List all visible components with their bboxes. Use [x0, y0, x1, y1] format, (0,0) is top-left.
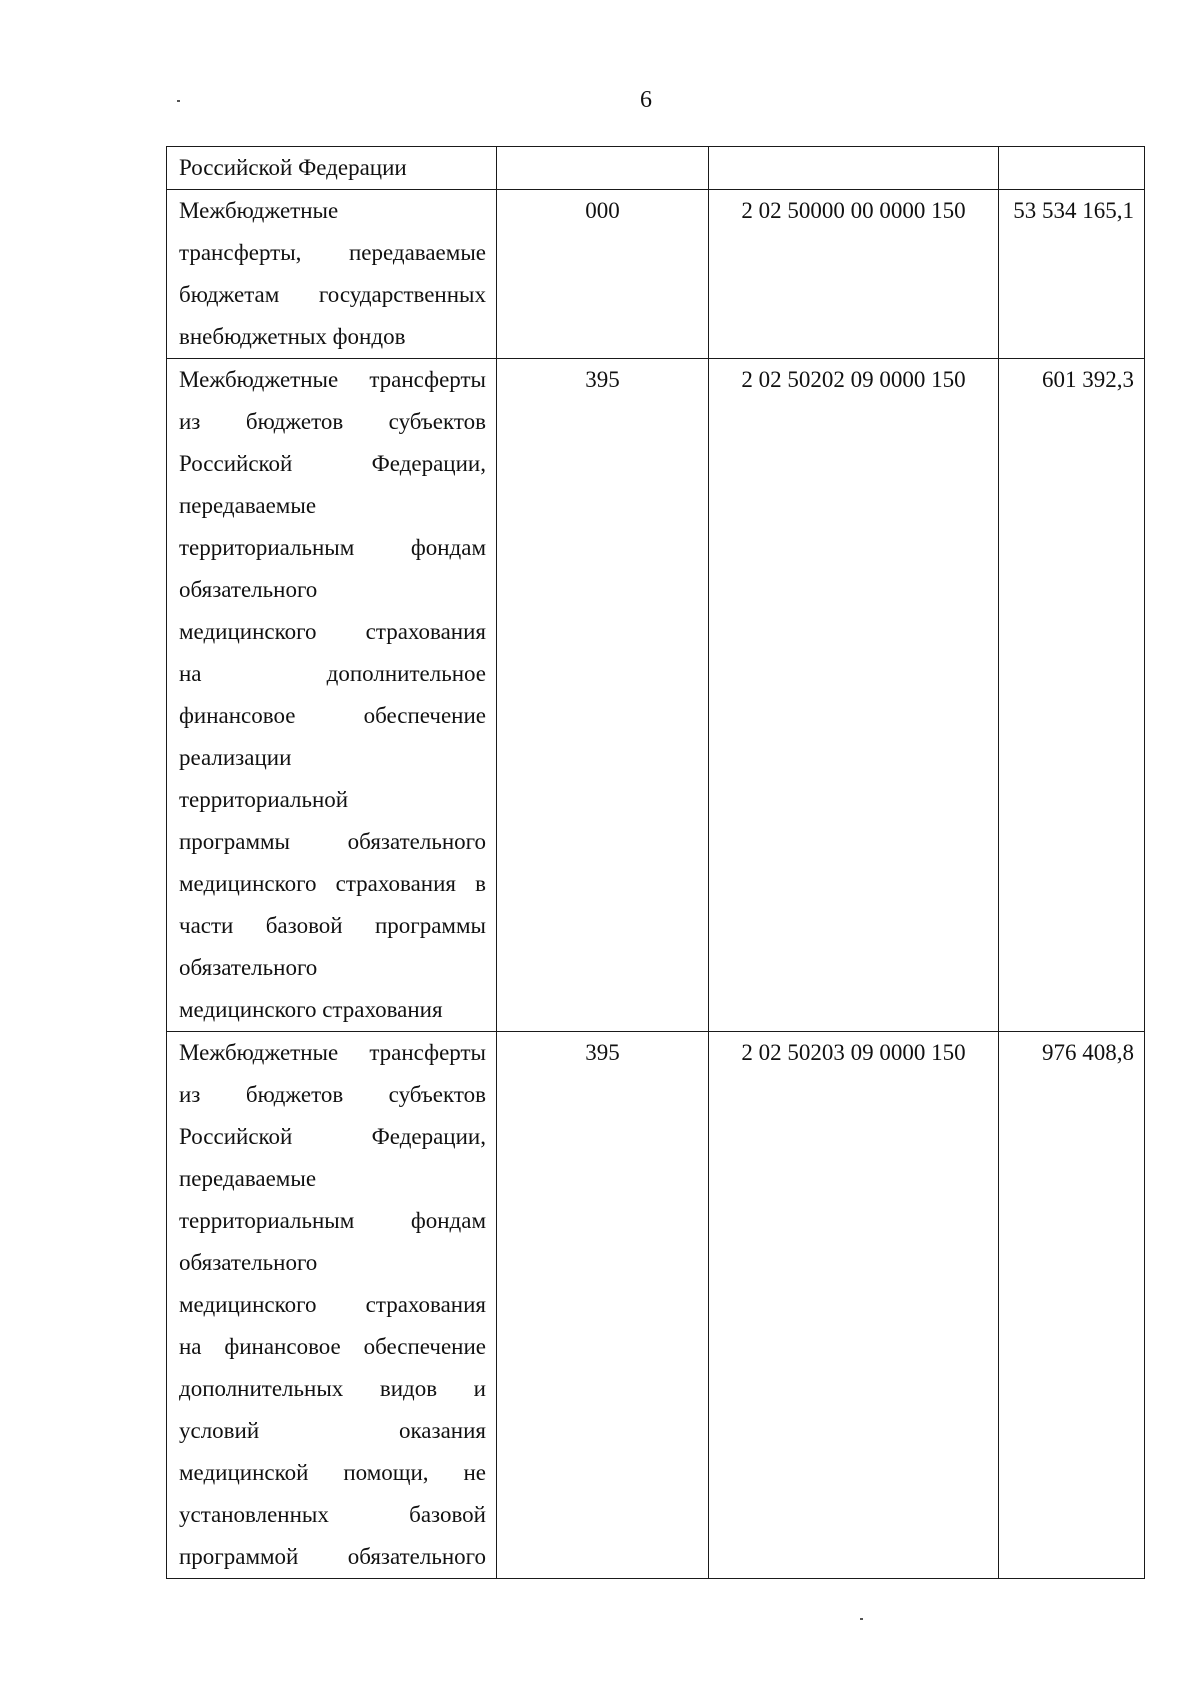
cell-admin-code: 395 [497, 1032, 709, 1579]
cell-admin-code: 000 [497, 190, 709, 359]
revenue-name-line: дополнительных видов и [179, 1376, 486, 1401]
revenue-name-line: программой обязательного [179, 1544, 486, 1569]
table-row [167, 1032, 1145, 1579]
revenue-name-line: условий оказания [179, 1418, 486, 1443]
revenue-name-line: на финансовое обеспечение [179, 1334, 486, 1359]
revenue-name-line: Межбюджетные [179, 198, 339, 223]
page-number: 6 [640, 87, 652, 113]
revenue-name-line: на дополнительное [179, 661, 486, 686]
cell-revenue-name [167, 190, 497, 359]
cell-budget-code: 2 02 50203 09 0000 150 [709, 1032, 999, 1579]
cell-revenue-name [167, 359, 497, 1032]
table-row [167, 359, 1145, 1032]
cell-amount [999, 147, 1145, 190]
cell-revenue-name [167, 147, 497, 190]
revenue-name-line: обязательного [179, 577, 318, 602]
revenue-name-line: медицинской помощи, не [179, 1460, 486, 1485]
revenue-name-line: реализации [179, 745, 292, 770]
cell-budget-code: 2 02 50202 09 0000 150 [709, 359, 999, 1032]
revenue-name-line: внебюджетных фондов [179, 324, 406, 349]
revenue-name-line: финансовое обеспечение [179, 703, 486, 728]
revenue-name-line: медицинского страхования [179, 1292, 486, 1317]
table-row [167, 190, 1145, 359]
revenue-name-line: Российской Федерации, [179, 1124, 486, 1149]
revenue-name-line: Российской Федерации, [179, 451, 486, 476]
scan-speck [177, 100, 180, 102]
cell-amount: 601 392,3 [999, 359, 1145, 1032]
revenue-name-line: территориальной [179, 787, 349, 812]
cell-revenue-name [167, 1032, 497, 1579]
cell-amount: 976 408,8 [999, 1032, 1145, 1579]
revenue-name-line: медицинского страхования [179, 997, 443, 1022]
budget-revenue-table [166, 146, 1145, 1579]
revenue-name-line: Межбюджетные трансферты [179, 1040, 486, 1065]
revenue-name-line: программы обязательного [179, 829, 486, 854]
revenue-name-line: обязательного [179, 955, 318, 980]
revenue-name-line: из бюджетов субъектов [179, 1082, 486, 1107]
revenue-name-line: Российской Федерации [179, 155, 407, 180]
scan-speck [860, 1618, 863, 1620]
revenue-name-line: установленных базовой [179, 1502, 486, 1527]
revenue-name-line: бюджетам государственных [179, 282, 486, 307]
revenue-name-line: территориальным фондам [179, 1208, 486, 1233]
revenue-name-line: из бюджетов субъектов [179, 409, 486, 434]
revenue-name-line: части базовой программы [179, 913, 486, 938]
revenue-name-line: передаваемые [179, 493, 317, 518]
revenue-name-line: медицинского страхования [179, 619, 486, 644]
revenue-name-line: передаваемые [179, 1166, 317, 1191]
revenue-name-line: Межбюджетные трансферты [179, 367, 486, 392]
table-row [167, 147, 1145, 190]
cell-admin-code [497, 147, 709, 190]
cell-admin-code: 395 [497, 359, 709, 1032]
cell-budget-code: 2 02 50000 00 0000 150 [709, 190, 999, 359]
cell-amount: 53 534 165,1 [999, 190, 1145, 359]
revenue-name-line: трансферты, передаваемые [179, 240, 486, 265]
cell-budget-code [709, 147, 999, 190]
revenue-name-line: территориальным фондам [179, 535, 486, 560]
revenue-name-line: медицинского страхования в [179, 871, 486, 896]
revenue-name-line: обязательного [179, 1250, 318, 1275]
